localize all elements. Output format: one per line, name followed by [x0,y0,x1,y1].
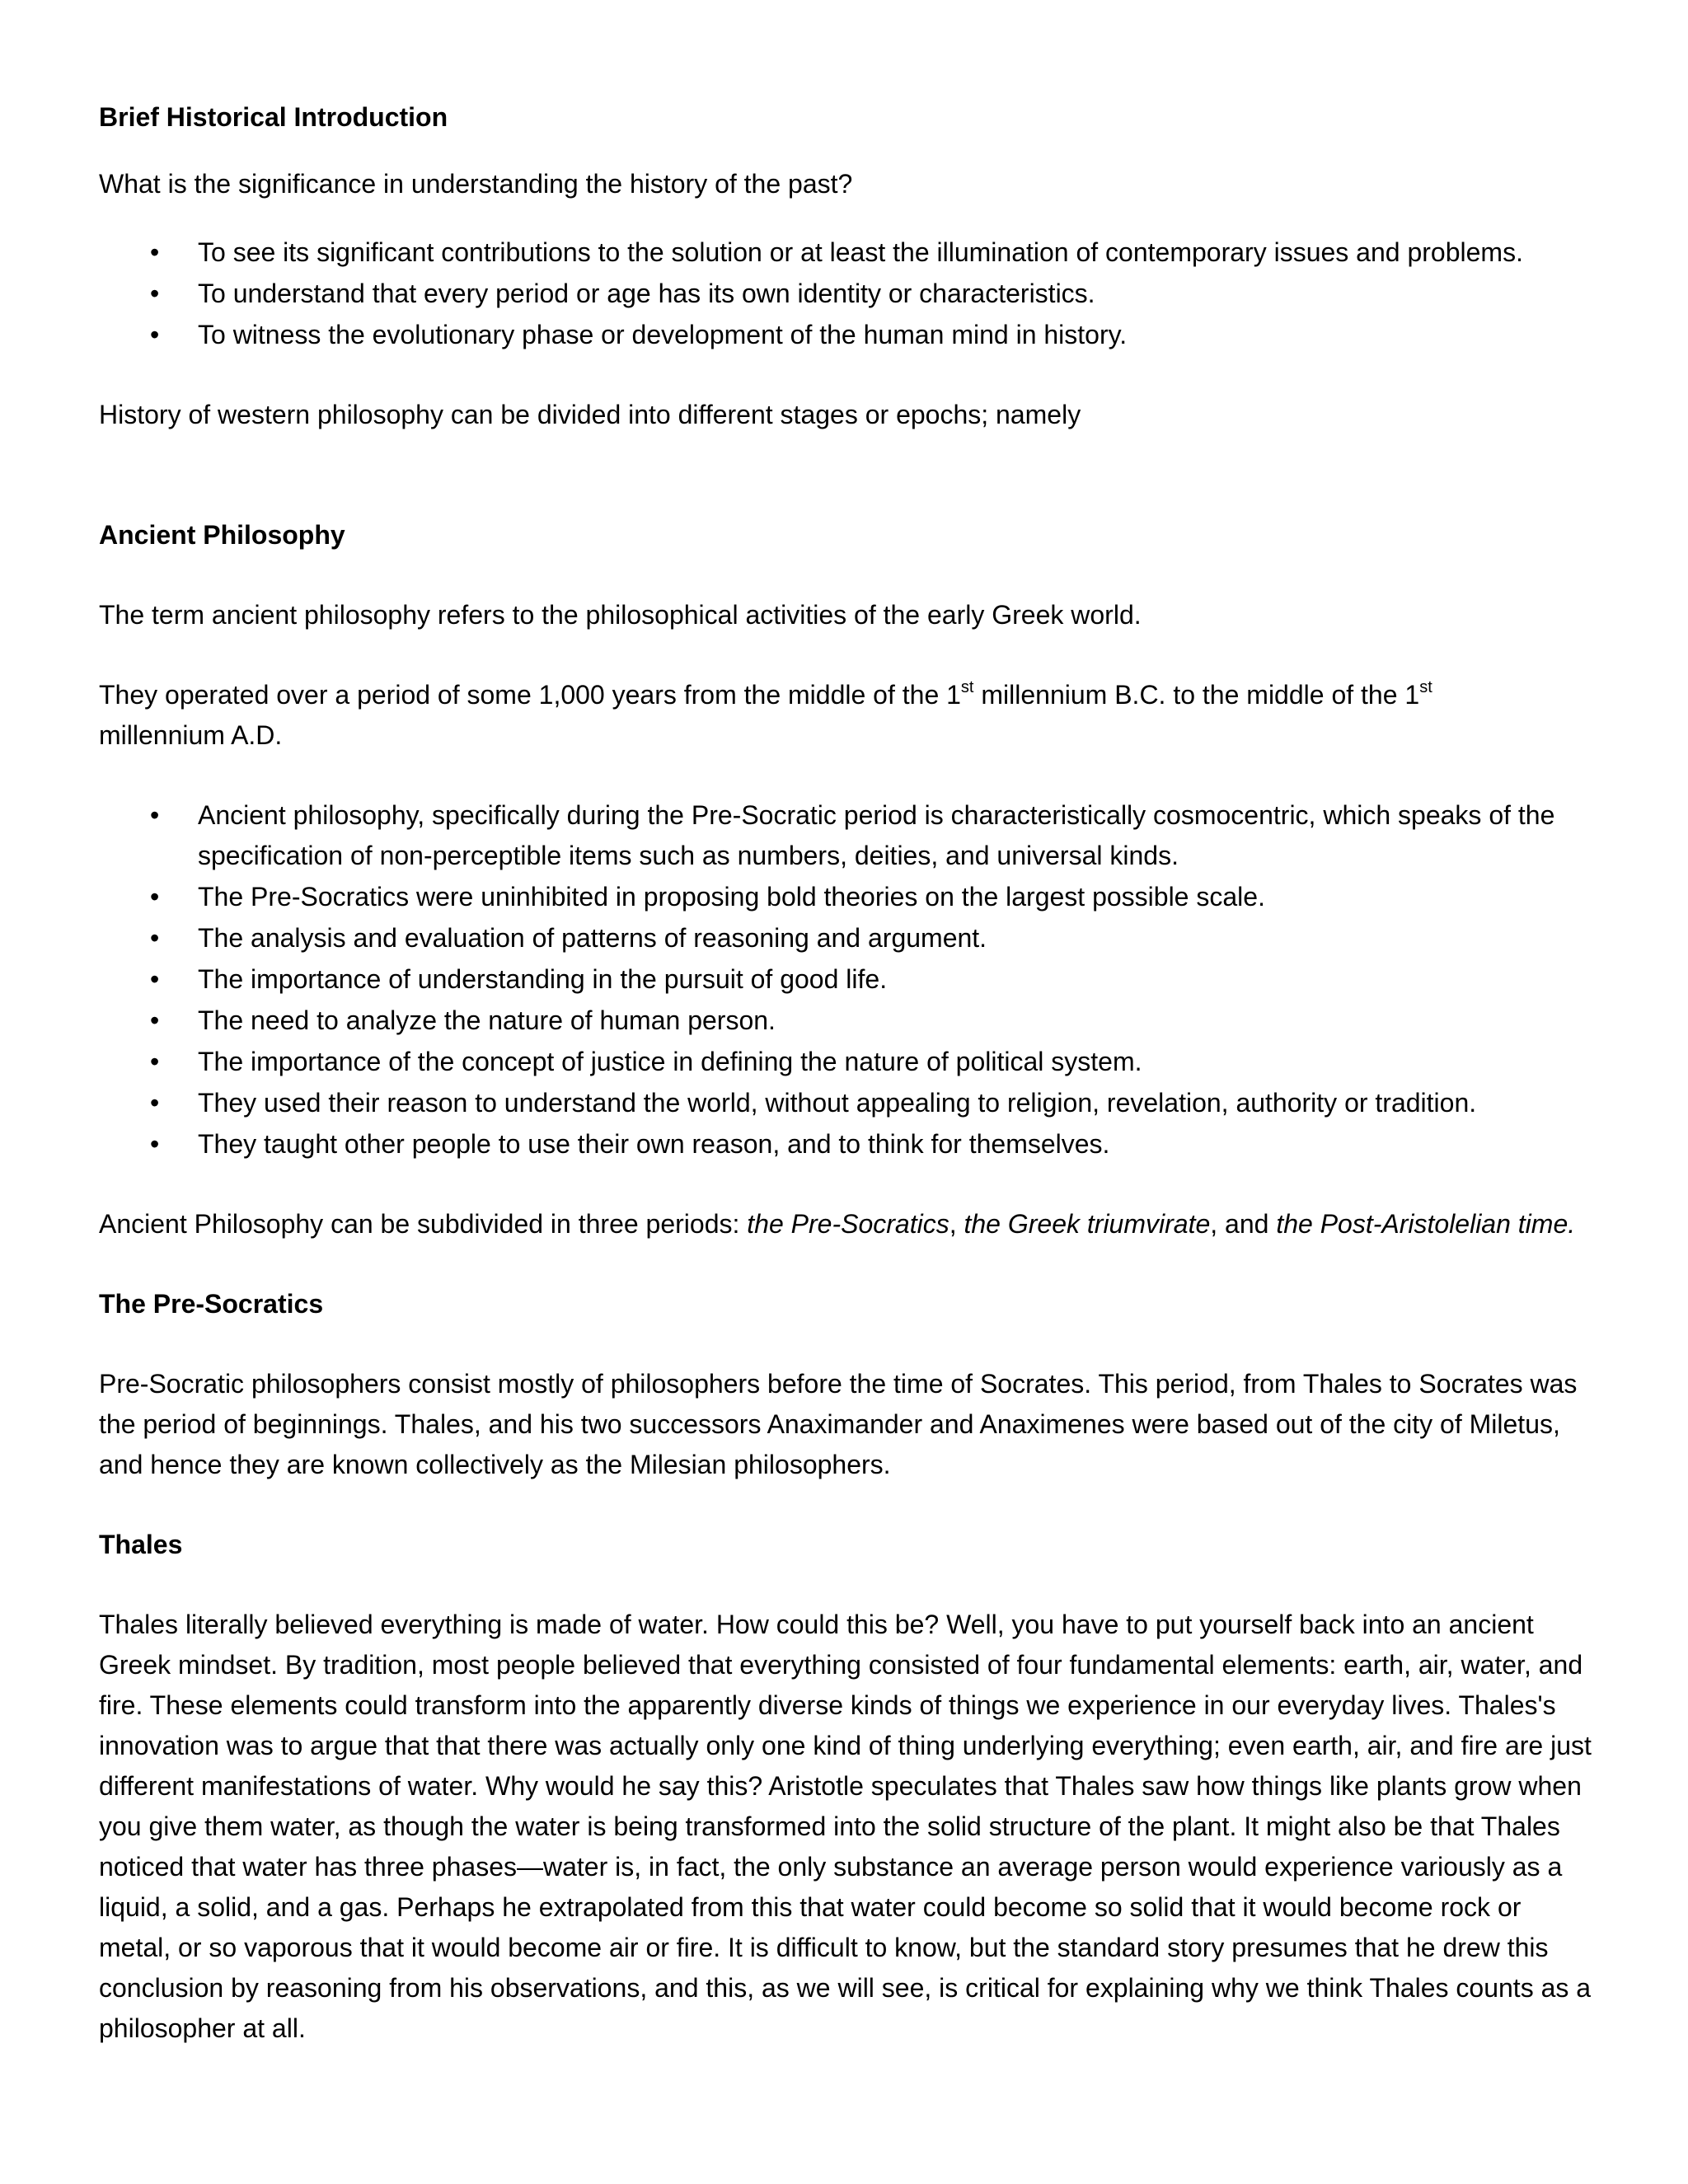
list-item: • To see its significant contributions to the solution or at least the illumination of contemporary issues and problems. [99,232,1599,273]
bullet-icon: • [150,1047,160,1076]
epochs-sentence: History of western philosophy can be divided into different stages or epochs; namely [99,400,1081,429]
bullet-icon: • [150,923,160,953]
thales-paragraph: Thales literally believed everything is made of water. How could this be? Well, you have to put yourself back into an ancient Greek mindset. By tradition, most people believed that everything consisted of four fundamental elements: earth, air, water, and fire. These elements could transform into the apparently diverse kinds of things we experience in our everyday lives. Thales's innovation was to argue that that there was actually only one kind of thing underlying everything; even earth, air, and fire are just different manifestations of water. Why would he say this? Aristotle speculates that Thales saw how things like plants grow when you give them water, as though the water is being transformed into the solid structure of the plant. It might also be that Thales noticed that water has three phases—water is, in fact, the only substance an average person would experience variously as a liquid, a solid, and a gas. Perhaps he extrapolated from this that water could become so solid that it would become rock or metal, or so vaporous that it would become air or fire. It is difficult to know, but the standard story presumes that he drew this conclusion by reasoning from his observations, and this, as we will see, is critical for explaining why we think Thales counts as a philosopher at all. [99,1610,1592,2043]
document-page [99,97,1599,2049]
intro-question: What is the significance in understanding the history of the past? [99,169,853,199]
list-item: • The Pre-Socratics were uninhibited in proposing bold theories on the largest possible scale. [99,877,1599,917]
bullet-icon: • [150,800,160,830]
heading-pre-socratics: The Pre-Socratics [99,1289,324,1319]
list-item: • They used their reason to understand the world, without appealing to religion, revelation, authority or tradition. [99,1083,1599,1123]
bullet-icon: • [150,964,160,994]
bullet-icon: • [150,237,160,267]
bullet-icon: • [150,1129,160,1159]
list-item: • Ancient philosophy, specifically during the Pre-Socratic period is characteristically cosmocentric, which speaks of the specification of non-perceptible items such as numbers, deities, and universal kinds. [99,795,1599,876]
presocratics-paragraph: Pre-Socratic philosophers consist mostly of philosophers before the time of Socrates. This period, from Thales to Socrates was the period of beginnings. Thales, and his two successors Anaximander and Anaximenes were based out of the city of Miletus, and hence they are known collectively as the Milesian philosophers. [99,1369,1578,1479]
list-item: • To understand that every period or age has its own identity or characteristics. [99,274,1599,314]
ancient-definition: The term ancient philosophy refers to the philosophical activities of the early Greek world. [99,600,1142,630]
heading-ancient-philosophy: Ancient Philosophy [99,520,345,550]
bullet-icon: • [150,320,160,349]
ancient-bullet-list [99,795,1599,1165]
intro-bullet-list [99,232,1599,355]
list-item: • The need to analyze the nature of human person. [99,1001,1599,1041]
ancient-subdivision: Ancient Philosophy can be subdivided in three periods: the Pre-Socratics, the Greek triumvirate, and the Post-Aristolelian time. [99,1209,1576,1239]
bullet-icon: • [150,882,160,912]
list-item: • The analysis and evaluation of patterns of reasoning and argument. [99,918,1599,958]
list-item: • The importance of understanding in the pursuit of good life. [99,959,1599,1000]
list-item: • To witness the evolutionary phase or development of the human mind in history. [99,315,1599,355]
bullet-icon: • [150,1005,160,1035]
bullet-icon: • [150,1088,160,1118]
heading-brief-historical-introduction: Brief Historical Introduction [99,102,448,132]
list-item: • They taught other people to use their own reason, and to think for themselves. [99,1124,1599,1165]
heading-thales: Thales [99,1530,183,1559]
bullet-icon: • [150,279,160,308]
ancient-period-paragraph: They operated over a period of some 1,000 years from the middle of the 1st millennium B.C. to the middle of the 1st millennium A.D. [99,678,1432,750]
list-item: • The importance of the concept of justice in defining the nature of political system. [99,1042,1599,1082]
